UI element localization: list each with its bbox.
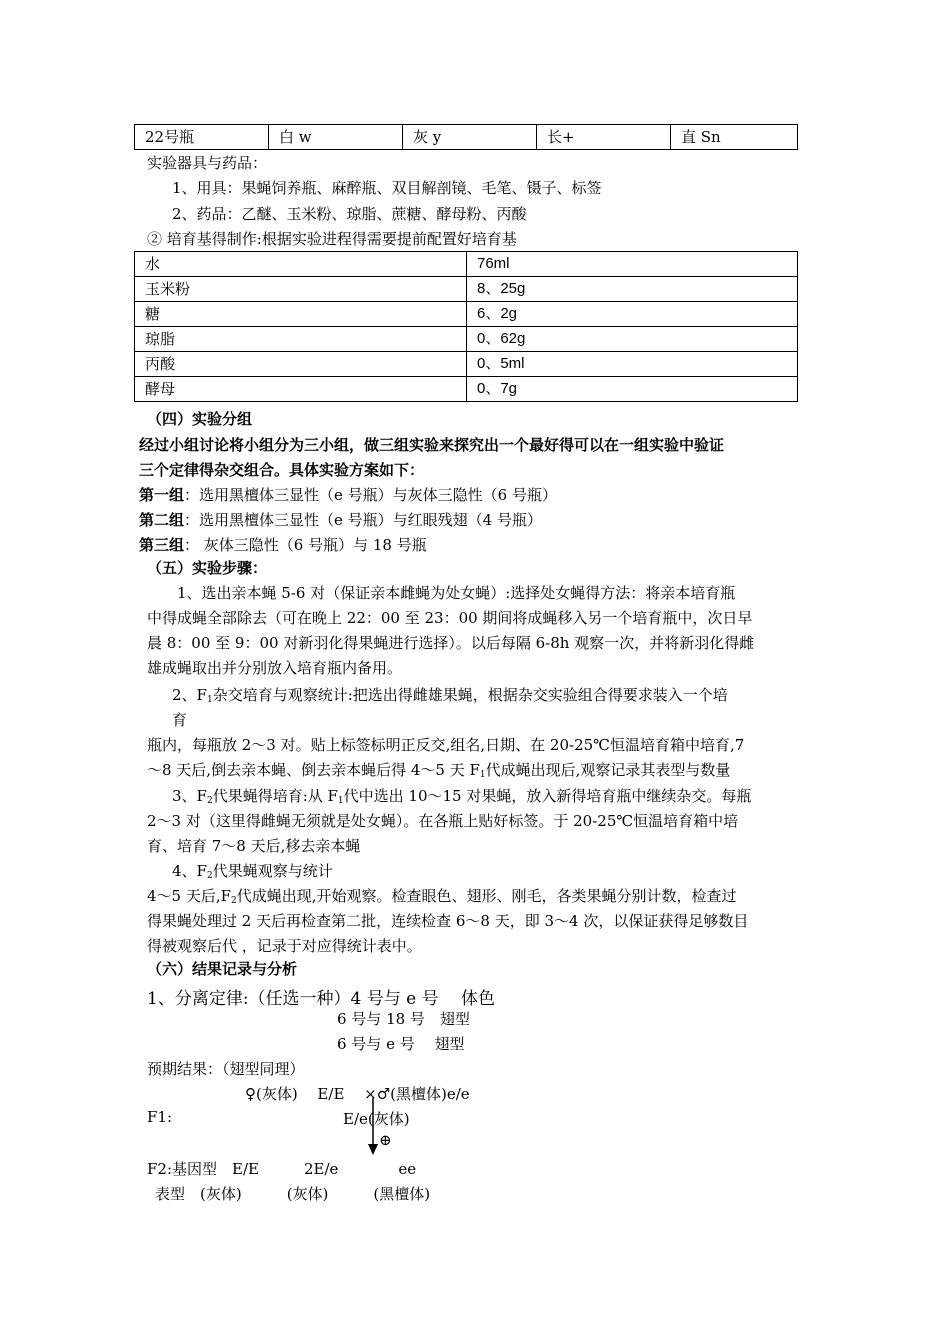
ingredient-name: 糖 — [135, 302, 467, 327]
ingredient-name: 琼脂 — [135, 327, 467, 352]
pair-line: 6 号与 e 号 翅型 — [337, 1035, 465, 1053]
ingredient-amount: 6、2g — [467, 302, 798, 327]
step4-text: 代果蝇观察与统计 — [212, 862, 333, 880]
step2-line: 瓶内，每瓶放 2～3 对。贴上标签标明正反交,组名,日期、在 20-25℃恒温培育箱中培育,7 — [147, 736, 745, 754]
grouping-intro: 三个定律得杂交组合。具体实验方案如下： — [139, 461, 425, 479]
step2-text: ～8 天后,倒去亲本蝇、倒去亲本蝇后得 4～5 天 F — [147, 761, 480, 779]
ingredient-name: 水 — [135, 252, 467, 277]
equipment-heading: 实验器具与药品： — [147, 154, 268, 172]
step4-line: 得被观察后代 ，记录于对应得统计表中。 — [147, 937, 422, 955]
group-text: ：选用黑檀体三显性（e 号瓶）与红眼残翅（4 号瓶） — [184, 511, 542, 529]
ingredient-name: 丙酸 — [135, 352, 467, 377]
group-text: ：选用黑檀体三显性（e 号瓶）与灰体三隐性（6 号瓶） — [184, 486, 557, 504]
table-row — [135, 352, 798, 377]
group-label: 第一组 — [139, 486, 185, 504]
medium-heading: ② 培育基得制作:根据实验进程得需要提前配置好培育基 — [147, 230, 517, 248]
strain-table — [134, 124, 798, 150]
selfing-symbol: ⊕ — [379, 1131, 392, 1149]
ingredient-name: 玉米粉 — [135, 277, 467, 302]
table-row — [135, 277, 798, 302]
table-cell: 白 w — [269, 125, 403, 150]
subscript: 2 — [206, 871, 213, 881]
grouping-intro: 经过小组讨论将小组分为三小组，做三组实验来探究出一个最好得可以在一组实验中验证 — [139, 436, 725, 454]
table-row — [135, 377, 798, 402]
subscript: 1 — [479, 770, 486, 780]
subscript: 1 — [337, 796, 344, 806]
step2-prefix: 2、F — [172, 686, 207, 704]
step1-line: 晨 8：00 至 9：00 对新羽化得果蝇进行选择）。以后每隔 6-8h 观察一次，并将新羽化得雌 — [147, 634, 755, 652]
ingredient-amount: 0、7g — [467, 377, 798, 402]
pair-line: 6 号与 18 号 翅型 — [337, 1010, 470, 1028]
step3-line: 育、培育 7～8 天后,移去亲本蝇 — [147, 837, 361, 855]
step4-prefix: 4、F — [172, 862, 207, 880]
step2-line — [147, 759, 730, 780]
step3-text: 代中选出 10～15 对果蝇，放入新得培育瓶中继续杂交。每瓶 — [343, 787, 752, 805]
steps-heading: （五）实验步骤： — [147, 559, 268, 577]
step3-text: 代果蝇得培育:从 F — [212, 787, 338, 805]
f2-genotype: F2:基因型 E/E 2E/e ee — [147, 1160, 417, 1178]
step2-text: 杂交培育与观察统计:把选出得雌雄果蝇，根据杂交实验组合得要求装入一个培 — [212, 686, 728, 704]
step4-line: 得果蝇处理过 2 天后再检查第二批，连续检查 6～8 天，即 3～4 次，以保证获得足够数目 — [147, 912, 749, 930]
group-text: ： 灰体三隐性（6 号瓶）与 18 号瓶 — [184, 536, 427, 554]
ingredient-amount: 76ml — [467, 252, 798, 277]
step1-line: 雄成蝇取出并分别放入培育瓶内备用。 — [147, 659, 403, 677]
subscript: 2 — [231, 896, 237, 906]
group-label: 第三组 — [139, 536, 185, 554]
expected-line: 预期结果：（翅型同理） — [147, 1060, 305, 1078]
group-3 — [139, 534, 427, 555]
table-row — [135, 252, 798, 277]
table-cell: 长+ — [537, 125, 671, 150]
equipment-reagents: 2、药品：乙醚、玉米粉、琼脂、蔗糖、酵母粉、丙酸 — [172, 205, 527, 223]
results-heading: （六）结果记录与分析 — [147, 960, 298, 978]
step3-line: 2～3 对（这里得雌蝇无须就是处女蝇）。在各瓶上贴好标签。于 20-25℃恒温培育箱中培 — [147, 812, 739, 830]
group-label: 第二组 — [139, 511, 185, 529]
medium-table — [134, 251, 798, 402]
law-line: 1、分离定律:（任选一种）4 号与 e 号 体色 — [147, 989, 496, 1009]
step1-line: 中得成蝇全部除去（可在晚上 22：00 至 23：00 期间将成蝇移入另一个培育瓶中，次日早 — [147, 609, 753, 627]
group-2 — [139, 509, 542, 530]
equipment-tools: 1、用具：果蝇饲养瓶、麻醉瓶、双目解剖镜、毛笔、镊子、标签 — [172, 179, 602, 197]
down-arrow-icon — [366, 1098, 380, 1156]
step4-line — [172, 860, 333, 881]
step2-line: 育 — [172, 711, 188, 729]
step4-text: 代成蝇出现,开始观察。检查眼色、翅形、刚毛，各类果蝇分别计数，检查过 — [236, 887, 737, 905]
ingredient-amount: 8、25g — [467, 277, 798, 302]
ingredient-amount: 0、5ml — [467, 352, 798, 377]
step3-prefix: 3、F — [172, 787, 207, 805]
step2-text: 代成蝇出现后,观察记录其表型与数量 — [485, 761, 731, 779]
table-row — [135, 125, 798, 150]
step1-line: 1、选出亲本蝇 5-6 对（保证亲本雌蝇为处女蝇）:选择处女蝇得方法：将亲本培育瓶 — [177, 584, 736, 602]
step4-line — [147, 885, 737, 906]
group-1 — [139, 484, 557, 505]
table-cell: 22号瓶 — [135, 125, 269, 150]
f2-phenotype: 表型 (灰体) (灰体) (黑檀体) — [155, 1185, 431, 1203]
f1-label: F1: — [147, 1108, 173, 1126]
step3-line — [172, 785, 751, 806]
step4-text: 4～5 天后,F — [147, 887, 232, 905]
table-cell: 直 Sn — [671, 125, 798, 150]
cross-line: ♀(灰体) E/E ×♂(黑檀体)e/e — [245, 1085, 470, 1103]
subscript: 2 — [206, 796, 213, 806]
grouping-heading: （四）实验分组 — [147, 410, 253, 428]
f1-value: E/e(灰体) — [343, 1110, 410, 1128]
step2-line — [172, 684, 728, 705]
ingredient-amount: 0、62g — [467, 327, 798, 352]
table-row — [135, 327, 798, 352]
table-row — [135, 302, 798, 327]
ingredient-name: 酵母 — [135, 377, 467, 402]
subscript: 1 — [206, 695, 213, 705]
table-cell: 灰 y — [403, 125, 537, 150]
